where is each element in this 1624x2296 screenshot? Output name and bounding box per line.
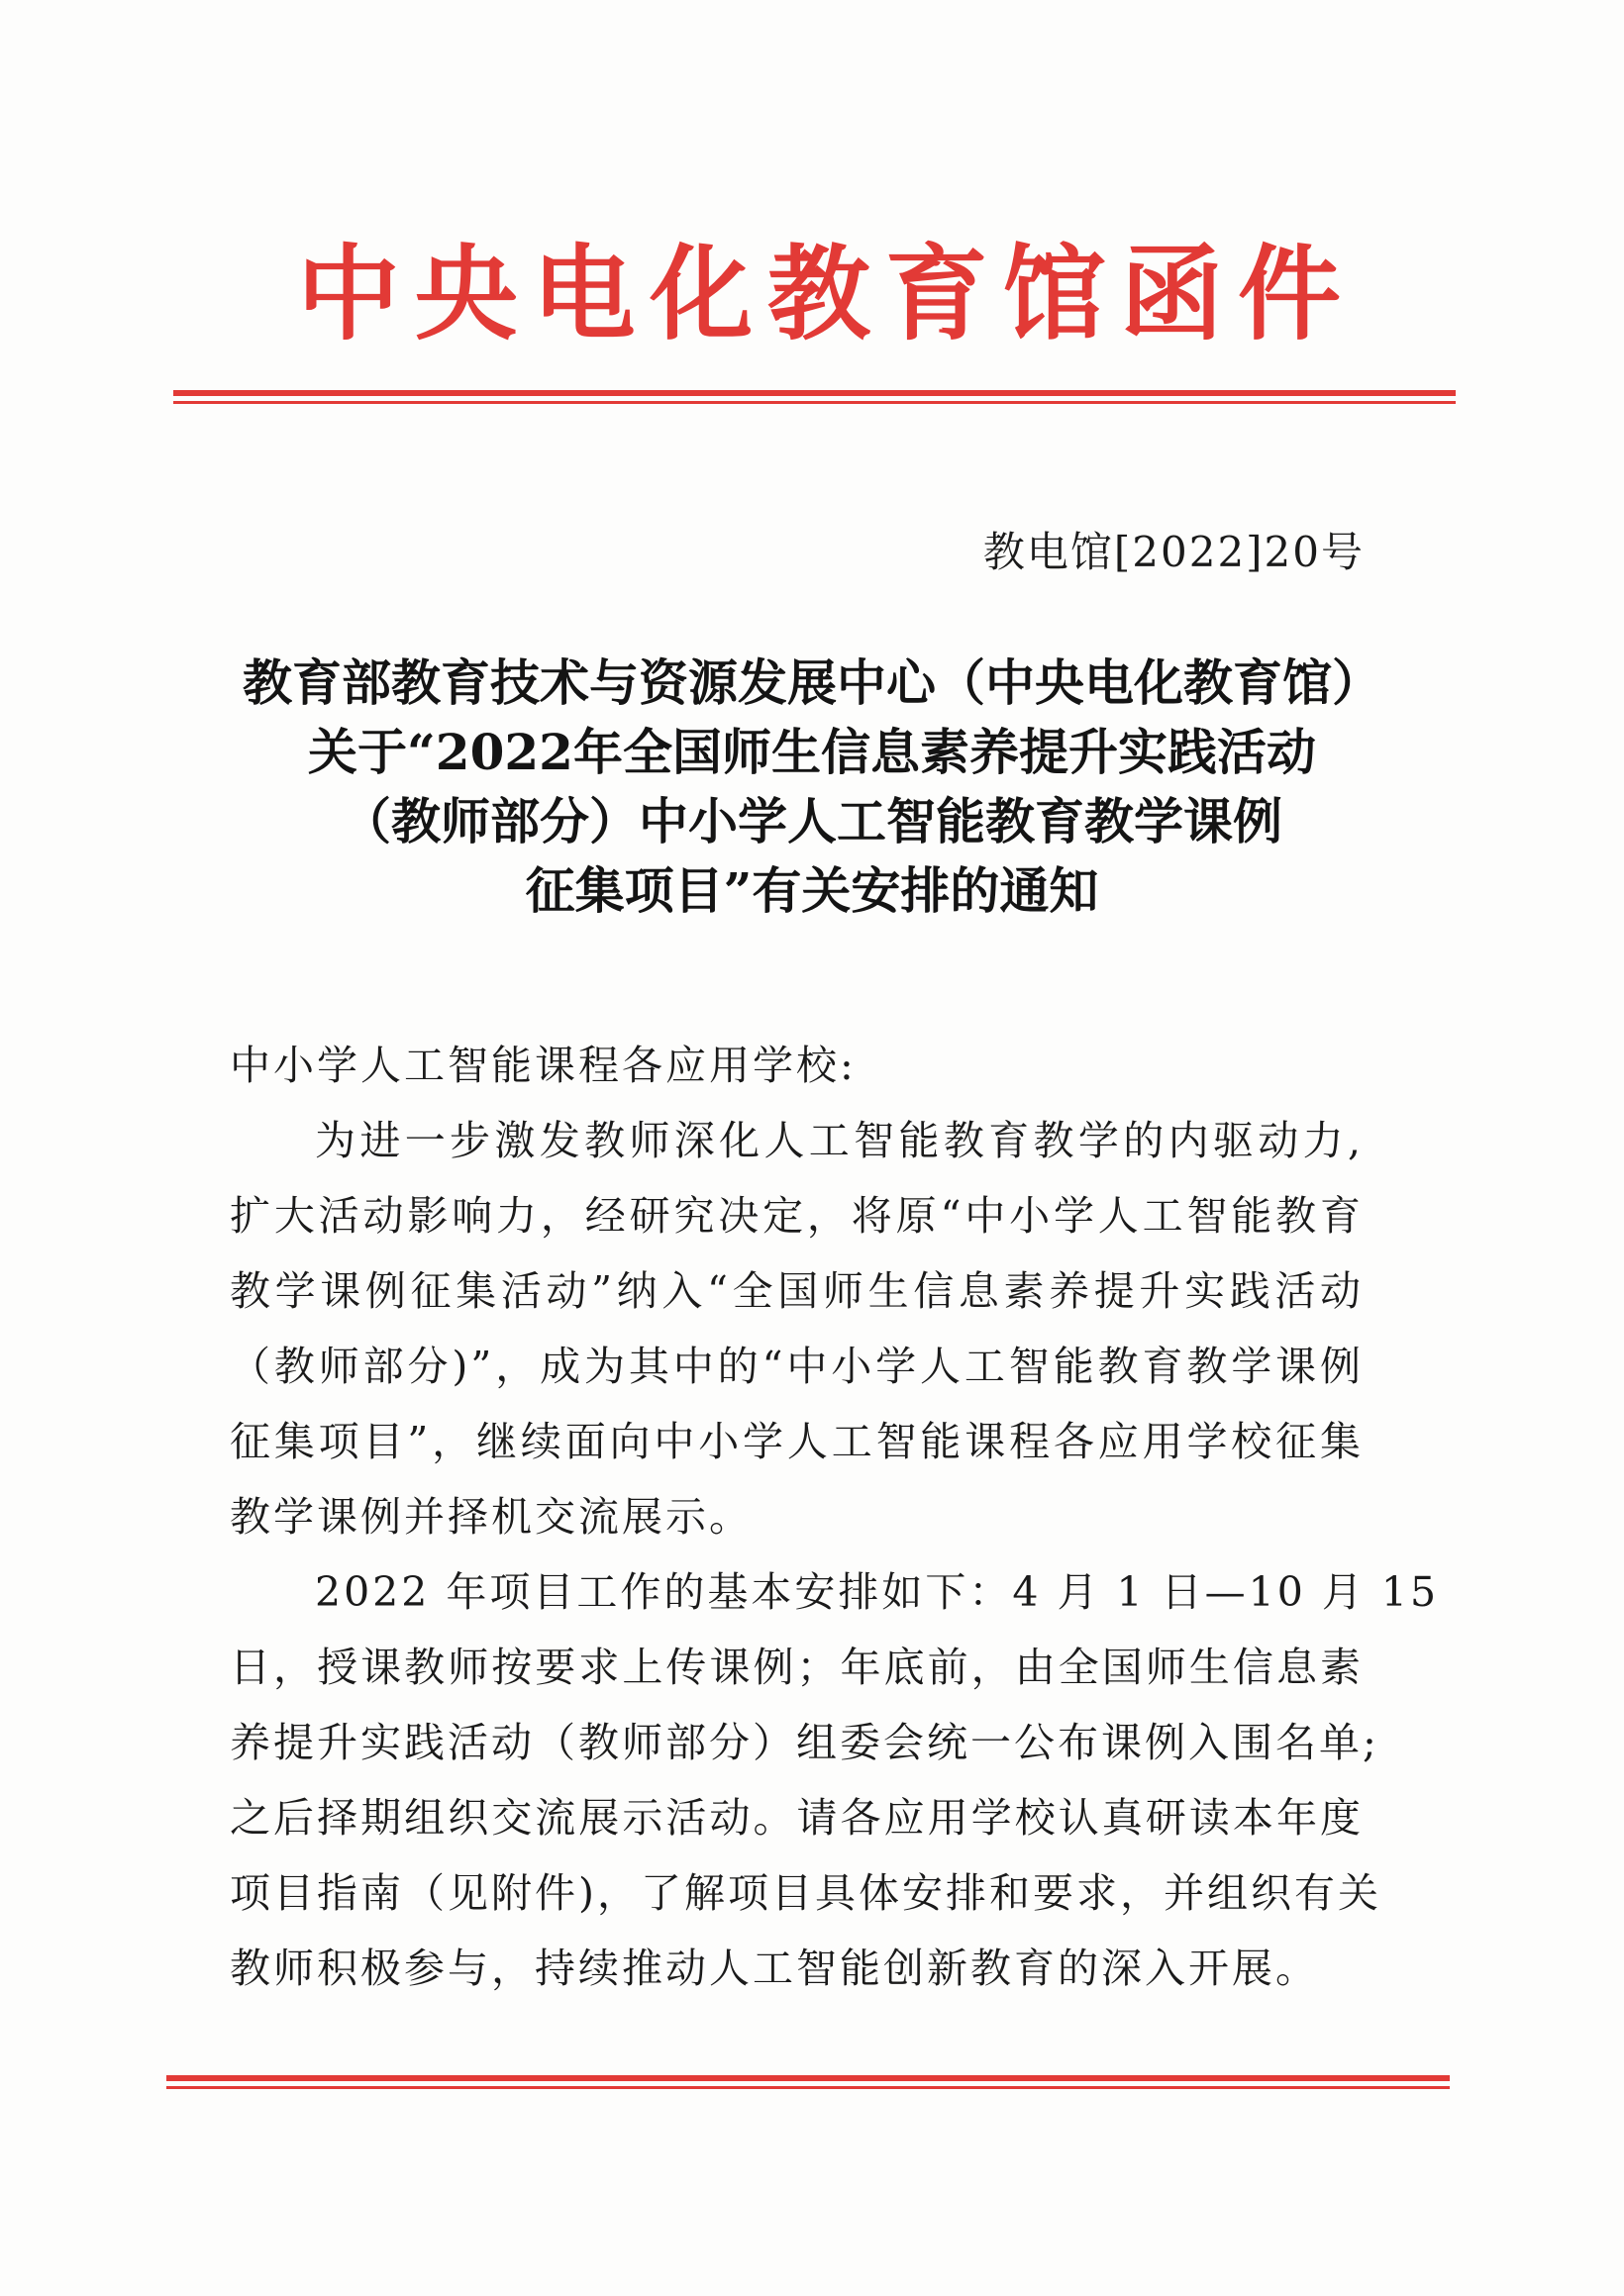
salutation: 中小学人工智能课程各应用学校: <box>230 1042 857 1089</box>
paragraph-2-line: 教师积极参与，持续推动人工智能创新教育的深入开展。 <box>230 1945 1319 1992</box>
document-number: 教电馆[2022]20号 <box>982 528 1365 576</box>
notice-title-line: （教师部分）中小学人工智能教育教学课例 <box>342 792 1282 850</box>
notice-title-line: 教育部教育技术与资源发展中心（中央电化教育馆） <box>243 653 1381 712</box>
paragraph-1-line: 扩大活动影响力，经研究决定，将原“中小学人工智能教育 <box>230 1192 1364 1240</box>
paragraph-1-line: （教师部分)”，成为其中的“中小学人工智能教育教学课例 <box>230 1343 1364 1390</box>
paragraph-1-line: 征集项目”，继续面向中小学人工智能课程各应用学校征集 <box>230 1418 1364 1465</box>
divider-thick-line <box>173 390 1456 396</box>
paragraph-2-line: 日，授课教师按要求上传课例；年底前，由全国师生信息素 <box>230 1644 1364 1691</box>
paragraph-1-line: 为进一步激发教师深化人工智能教育教学的内驱动力, <box>315 1117 1364 1164</box>
letter-body <box>230 1028 1440 2006</box>
paragraph-1-line: 教学课例并择机交流展示。 <box>230 1493 753 1541</box>
paragraph-2-line: 之后择期组织交流展示活动。请各应用学校认真研读本年度 <box>230 1794 1364 1842</box>
divider-thick-line <box>166 2075 1450 2081</box>
notice-title-line: 征集项目”有关安排的通知 <box>525 861 1099 920</box>
paragraph-2-line: 项目指南（见附件)，了解项目具体安排和要求，并组织有关 <box>230 1869 1381 1917</box>
notice-title <box>158 649 1466 926</box>
footer-divider <box>166 2075 1450 2091</box>
paragraph-2-line: 2022 年项目工作的基本安排如下：4 月 1 日—10 月 15 <box>315 1568 1440 1616</box>
masthead-divider <box>173 390 1456 406</box>
masthead-title: 中央电化教育馆函件 <box>297 233 1347 354</box>
divider-thin-line <box>166 2086 1450 2089</box>
divider-thin-line <box>173 401 1456 404</box>
paragraph-2-line: 养提升实践活动（教师部分）组委会统一公布课例入围名单; <box>230 1719 1379 1766</box>
paragraph-1-line: 教学课例征集活动”纳入“全国师生信息素养提升实践活动 <box>230 1267 1364 1315</box>
notice-title-line: 关于“2022年全国师生信息素养提升实践活动 <box>308 723 1316 781</box>
